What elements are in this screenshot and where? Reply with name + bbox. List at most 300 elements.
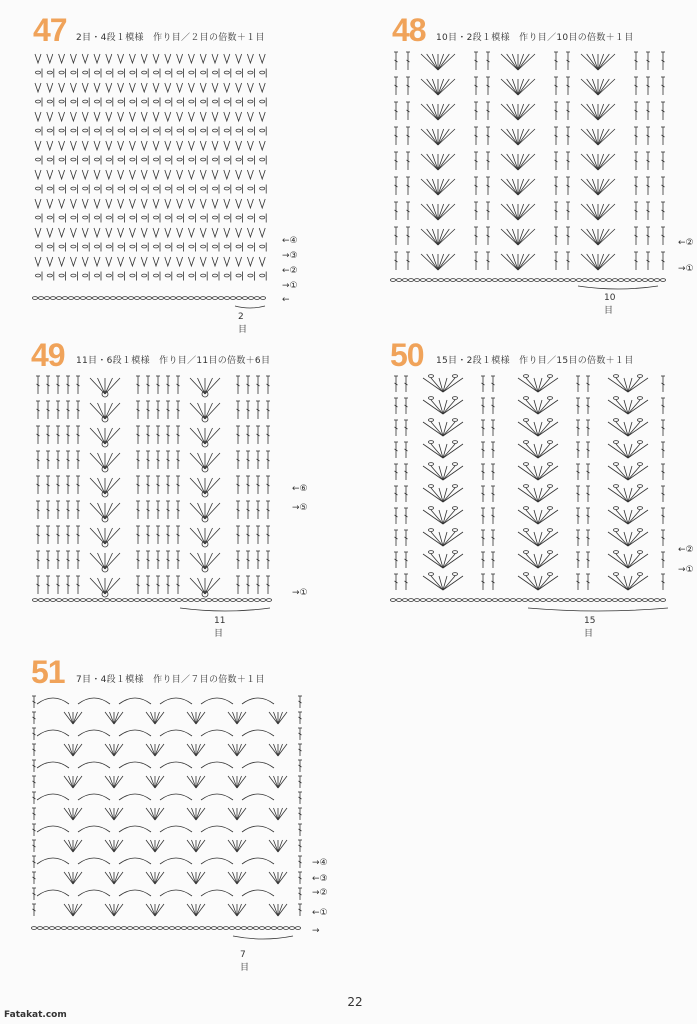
- chain-symbol: [205, 927, 210, 930]
- chain-symbol: [128, 297, 133, 300]
- fan-stitch: [274, 776, 279, 788]
- chain-symbol: [35, 187, 40, 190]
- v-stitch: [59, 257, 65, 266]
- fan-stitch: [518, 54, 529, 70]
- chain-symbol: [224, 216, 229, 219]
- chain-symbol: [35, 71, 40, 74]
- chain-symbol: [122, 297, 127, 300]
- chain-arch: [119, 730, 151, 736]
- chain-symbol: [420, 279, 425, 282]
- fan-stitch: [73, 904, 78, 916]
- chain-symbol: [452, 551, 457, 554]
- fan-stitch: [274, 840, 279, 852]
- fan-stitch: [192, 840, 197, 852]
- chain-symbol: [428, 463, 433, 466]
- chain-symbol: [200, 297, 205, 300]
- chain-symbol: [523, 397, 528, 400]
- chain-symbol: [43, 927, 48, 930]
- chain-symbol: [38, 297, 43, 300]
- chain-symbol: [212, 129, 217, 132]
- v-stitch: [141, 112, 147, 121]
- chain-arch: [242, 762, 274, 768]
- v-stitch: [82, 199, 88, 208]
- chain-symbol: [212, 100, 217, 103]
- v-stitch: [165, 199, 171, 208]
- chain-symbol: [152, 297, 157, 300]
- chain-symbol: [612, 279, 617, 282]
- chain-symbol: [142, 129, 147, 132]
- fan-stitch: [587, 229, 598, 245]
- chain-symbol: [612, 599, 617, 602]
- fan-stitch: [192, 904, 197, 916]
- row-marker: ←③: [312, 874, 328, 884]
- chain-symbol: [56, 599, 61, 602]
- row-marker: →①: [292, 588, 308, 598]
- chain-symbol: [426, 279, 431, 282]
- fan-stitch: [427, 79, 438, 95]
- fan-stitch: [587, 204, 598, 220]
- fan-stitch: [151, 808, 156, 820]
- chain-symbol: [613, 507, 618, 510]
- chain-symbol: [151, 927, 156, 930]
- chain-symbol: [452, 507, 457, 510]
- fan-stitch: [269, 840, 278, 852]
- fan-stitch: [518, 104, 529, 120]
- chain-symbol: [59, 158, 64, 161]
- chain-symbol: [438, 599, 443, 602]
- chain-symbol: [248, 71, 253, 74]
- v-stitch: [247, 112, 253, 121]
- v-stitch: [35, 257, 41, 266]
- chain-symbol: [236, 71, 241, 74]
- chain-symbol: [260, 100, 265, 103]
- chain-symbol: [498, 599, 503, 602]
- chain-symbol: [47, 129, 52, 132]
- chain-symbol: [116, 297, 121, 300]
- chain-symbol: [118, 245, 123, 248]
- fan-stitch: [507, 129, 518, 145]
- chain-symbol: [200, 599, 205, 602]
- fan-stitch: [105, 776, 114, 788]
- chain-symbol: [85, 927, 90, 930]
- chain-symbol: [600, 599, 605, 602]
- v-stitch: [177, 228, 183, 237]
- chain-symbol: [642, 599, 647, 602]
- v-stitch: [59, 54, 65, 63]
- fan-stitch: [228, 776, 237, 788]
- chain-symbol: [130, 274, 135, 277]
- fan-stitch: [598, 79, 609, 95]
- chain-symbol: [402, 599, 407, 602]
- chain-symbol: [169, 927, 174, 930]
- v-stitch: [177, 54, 183, 63]
- chain-symbol: [176, 297, 181, 300]
- v-stitch: [153, 83, 159, 92]
- fan-stitch: [438, 129, 449, 145]
- v-stitch: [200, 141, 206, 150]
- v-stitch: [47, 228, 53, 237]
- fan-stitch: [507, 154, 518, 170]
- chain-symbol: [432, 279, 437, 282]
- v-stitch: [118, 228, 124, 237]
- fan-stitch: [155, 904, 160, 916]
- v-stitch: [153, 141, 159, 150]
- fan-stitch: [155, 744, 160, 756]
- v-stitch: [259, 141, 265, 150]
- chain-symbol: [452, 529, 457, 532]
- chain-symbol: [624, 599, 629, 602]
- fan-stitch: [69, 904, 74, 916]
- chain-symbol: [265, 927, 270, 930]
- chain-symbol: [83, 71, 88, 74]
- chain-symbol: [522, 279, 527, 282]
- fan-stitch: [598, 254, 609, 270]
- chain-symbol: [637, 375, 642, 378]
- fan-stitch: [73, 744, 78, 756]
- fan-stitch: [278, 872, 287, 884]
- v-stitch: [118, 257, 124, 266]
- fan-stitch: [155, 808, 160, 820]
- chain-symbol: [408, 279, 413, 282]
- fan-stitch: [69, 808, 74, 820]
- chain-symbol: [224, 158, 229, 161]
- chain-symbol: [31, 927, 36, 930]
- v-stitch: [141, 228, 147, 237]
- chain-symbol: [130, 100, 135, 103]
- fan-stitch: [269, 872, 278, 884]
- v-stitch: [106, 112, 112, 121]
- v-stitch: [129, 170, 135, 179]
- chain-symbol: [637, 419, 642, 422]
- chain-symbol: [492, 599, 497, 602]
- chain-symbol: [654, 599, 659, 602]
- chain-arch: [201, 794, 233, 800]
- v-stitch: [94, 199, 100, 208]
- chain-symbol: [223, 927, 228, 930]
- fan-stitch: [187, 744, 196, 756]
- chain-symbol: [152, 599, 157, 602]
- fan-stitch: [228, 808, 237, 820]
- fan-stitch: [518, 154, 529, 170]
- chain-symbol: [153, 100, 158, 103]
- chain-symbol: [428, 507, 433, 510]
- chain-symbol: [606, 279, 611, 282]
- v-stitch: [188, 199, 194, 208]
- fan-stitch: [105, 872, 114, 884]
- chain-symbol: [165, 158, 170, 161]
- chain-symbol: [486, 599, 491, 602]
- v-stitch: [35, 83, 41, 92]
- chain-symbol: [164, 297, 169, 300]
- fan-stitch: [196, 744, 205, 756]
- fan-stitch: [438, 254, 449, 270]
- chain-symbol: [32, 599, 37, 602]
- chain-symbol: [62, 297, 67, 300]
- chain-symbol: [468, 279, 473, 282]
- chain-symbol: [106, 129, 111, 132]
- v-stitch: [224, 228, 230, 237]
- fan-stitch: [196, 776, 201, 788]
- v-stitch: [35, 54, 41, 63]
- chain-symbol: [523, 375, 528, 378]
- chain-symbol: [188, 297, 193, 300]
- chain-symbol: [248, 129, 253, 132]
- chain-symbol: [92, 599, 97, 602]
- v-stitch: [153, 257, 159, 266]
- fan-stitch: [233, 776, 238, 788]
- fan-stitch: [233, 840, 238, 852]
- fan-stitch: [598, 179, 609, 195]
- chain-symbol: [480, 279, 485, 282]
- chain-symbol: [134, 599, 139, 602]
- fan-stitch: [507, 204, 518, 220]
- chain-symbol: [32, 297, 37, 300]
- chain-symbol: [130, 129, 135, 132]
- pattern-description: 15目・2段１模様 作り目／15目の倍数＋１目: [436, 356, 634, 366]
- chain-symbol: [523, 441, 528, 444]
- chain-symbol: [523, 551, 528, 554]
- v-stitch: [59, 170, 65, 179]
- v-stitch: [47, 257, 53, 266]
- v-stitch: [153, 54, 159, 63]
- v-stitch: [59, 199, 65, 208]
- chain-symbol: [295, 927, 300, 930]
- v-stitch: [200, 54, 206, 63]
- chain-symbol: [139, 927, 144, 930]
- chain-symbol: [182, 599, 187, 602]
- chain-symbol: [486, 279, 491, 282]
- fan-stitch: [114, 808, 119, 820]
- chain-symbol: [636, 279, 641, 282]
- row-marker: →③: [282, 251, 298, 261]
- fan-stitch: [155, 872, 164, 884]
- v-stitch: [165, 141, 171, 150]
- fan-stitch: [269, 744, 278, 756]
- v-stitch: [153, 112, 159, 121]
- v-stitch: [106, 228, 112, 237]
- chain-symbol: [86, 599, 91, 602]
- chain-symbol: [570, 599, 575, 602]
- chain-symbol: [140, 599, 145, 602]
- chain-symbol: [660, 599, 665, 602]
- chain-symbol: [118, 100, 123, 103]
- fan-stitch: [507, 254, 518, 270]
- chain-symbol: [106, 158, 111, 161]
- chain-symbol: [547, 507, 552, 510]
- fan-stitch: [598, 229, 609, 245]
- chain-symbol: [110, 297, 115, 300]
- chain-symbol: [236, 216, 241, 219]
- chain-symbol: [47, 100, 52, 103]
- pattern-number: 48: [392, 12, 426, 48]
- chain-symbol: [153, 274, 158, 277]
- row-marker: ←②: [678, 238, 694, 248]
- chain-symbol: [248, 158, 253, 161]
- fan-stitch: [69, 840, 74, 852]
- v-stitch: [200, 228, 206, 237]
- fan-stitch: [587, 154, 598, 170]
- v-stitch: [200, 83, 206, 92]
- chain-symbol: [121, 927, 126, 930]
- chain-symbol: [534, 279, 539, 282]
- chain-symbol: [523, 419, 528, 422]
- chain-symbol: [177, 158, 182, 161]
- v-stitch: [47, 170, 53, 179]
- v-stitch: [165, 228, 171, 237]
- chain-symbol: [56, 297, 61, 300]
- v-stitch: [212, 141, 218, 150]
- fan-stitch: [427, 254, 438, 270]
- chain-symbol: [61, 927, 66, 930]
- chain-symbol: [157, 927, 162, 930]
- chain-symbol: [576, 599, 581, 602]
- chain-arch: [160, 762, 192, 768]
- fan-stitch: [427, 154, 438, 170]
- chain-symbol: [613, 419, 618, 422]
- chain-symbol: [606, 599, 611, 602]
- fan-stitch: [146, 872, 155, 884]
- v-stitch: [212, 228, 218, 237]
- chain-symbol: [547, 397, 552, 400]
- chain-symbol: [248, 187, 253, 190]
- chain-symbol: [547, 463, 552, 466]
- chain-symbol: [248, 297, 253, 300]
- chain-symbol: [600, 279, 605, 282]
- fan-stitch: [151, 840, 156, 852]
- chain-arch: [160, 698, 192, 704]
- chain-symbol: [187, 927, 192, 930]
- chain-symbol: [260, 297, 265, 300]
- chain-symbol: [260, 599, 265, 602]
- fan-stitch: [146, 744, 155, 756]
- fan-stitch: [110, 904, 115, 916]
- chain-symbol: [523, 485, 528, 488]
- chain-symbol: [236, 245, 241, 248]
- v-stitch: [129, 228, 135, 237]
- fan-stitch: [237, 872, 242, 884]
- chain-symbol: [510, 279, 515, 282]
- chain-arch: [242, 890, 274, 896]
- v-stitch: [188, 112, 194, 121]
- fan-stitch: [73, 776, 82, 788]
- chain-symbol: [201, 187, 206, 190]
- fan-stitch: [237, 712, 242, 724]
- chain-arch: [201, 858, 233, 864]
- fan-stitch: [507, 79, 518, 95]
- pattern-number: 47: [33, 12, 67, 48]
- repeat-label: 7目: [240, 950, 250, 973]
- v-stitch: [165, 170, 171, 179]
- chain-symbol: [212, 245, 217, 248]
- fan-stitch: [73, 712, 82, 724]
- chain-symbol: [118, 71, 123, 74]
- fan-stitch: [155, 776, 160, 788]
- chain-symbol: [452, 397, 457, 400]
- fan-stitch: [114, 872, 123, 884]
- chain-symbol: [94, 158, 99, 161]
- chain-symbol: [547, 485, 552, 488]
- v-stitch: [165, 54, 171, 63]
- chain-symbol: [396, 599, 401, 602]
- v-stitch: [153, 199, 159, 208]
- chain-symbol: [235, 927, 240, 930]
- fan-stitch: [278, 744, 283, 756]
- chain-symbol: [177, 245, 182, 248]
- chain-symbol: [80, 599, 85, 602]
- fan-stitch: [438, 104, 449, 120]
- v-stitch: [129, 257, 135, 266]
- fan-stitch: [110, 744, 115, 756]
- repeat-brace: [578, 286, 658, 289]
- chain-symbol: [59, 274, 64, 277]
- v-stitch: [70, 112, 76, 121]
- fan-stitch: [196, 712, 201, 724]
- fan-stitch: [278, 712, 287, 724]
- chain-symbol: [523, 529, 528, 532]
- chain-symbol: [97, 927, 102, 930]
- fan-stitch: [196, 712, 205, 724]
- chain-symbol: [212, 216, 217, 219]
- chain-symbol: [118, 129, 123, 132]
- chain-symbol: [637, 397, 642, 400]
- chain-symbol: [94, 129, 99, 132]
- chain-symbol: [218, 297, 223, 300]
- chain-symbol: [201, 216, 206, 219]
- chain-symbol: [564, 279, 569, 282]
- chain-symbol: [480, 599, 485, 602]
- fan-stitch: [146, 776, 155, 788]
- fan-stitch: [438, 154, 449, 170]
- fan-stitch: [187, 872, 196, 884]
- chain-symbol: [194, 599, 199, 602]
- chain-symbol: [637, 463, 642, 466]
- chain-symbol: [613, 551, 618, 554]
- fan-stitch: [228, 712, 237, 724]
- chain-symbol: [438, 279, 443, 282]
- v-stitch: [177, 199, 183, 208]
- v-stitch: [224, 83, 230, 92]
- crochet-chart: [30, 48, 275, 303]
- chain-symbol: [402, 279, 407, 282]
- chain-symbol: [247, 927, 252, 930]
- fan-stitch: [269, 904, 278, 916]
- fan-stitch: [237, 808, 242, 820]
- chain-symbol: [165, 274, 170, 277]
- row-marker: →①: [678, 264, 694, 274]
- chain-arch: [119, 698, 151, 704]
- v-stitch: [59, 112, 65, 121]
- chain-symbol: [547, 573, 552, 576]
- v-stitch: [70, 54, 76, 63]
- v-stitch: [141, 83, 147, 92]
- chain-symbol: [118, 187, 123, 190]
- v-stitch: [94, 228, 100, 237]
- chain-symbol: [142, 71, 147, 74]
- chain-symbol: [106, 100, 111, 103]
- fan-stitch: [427, 204, 438, 220]
- row-marker: →⑤: [292, 503, 308, 513]
- chain-symbol: [98, 599, 103, 602]
- chain-symbol: [637, 507, 642, 510]
- chain-arch: [78, 858, 110, 864]
- fan-stitch: [105, 712, 114, 724]
- chain-symbol: [637, 529, 642, 532]
- repeat-brace: [233, 936, 293, 939]
- chain-symbol: [613, 573, 618, 576]
- chain-symbol: [277, 927, 282, 930]
- chain-symbol: [142, 158, 147, 161]
- chain-arch: [119, 794, 151, 800]
